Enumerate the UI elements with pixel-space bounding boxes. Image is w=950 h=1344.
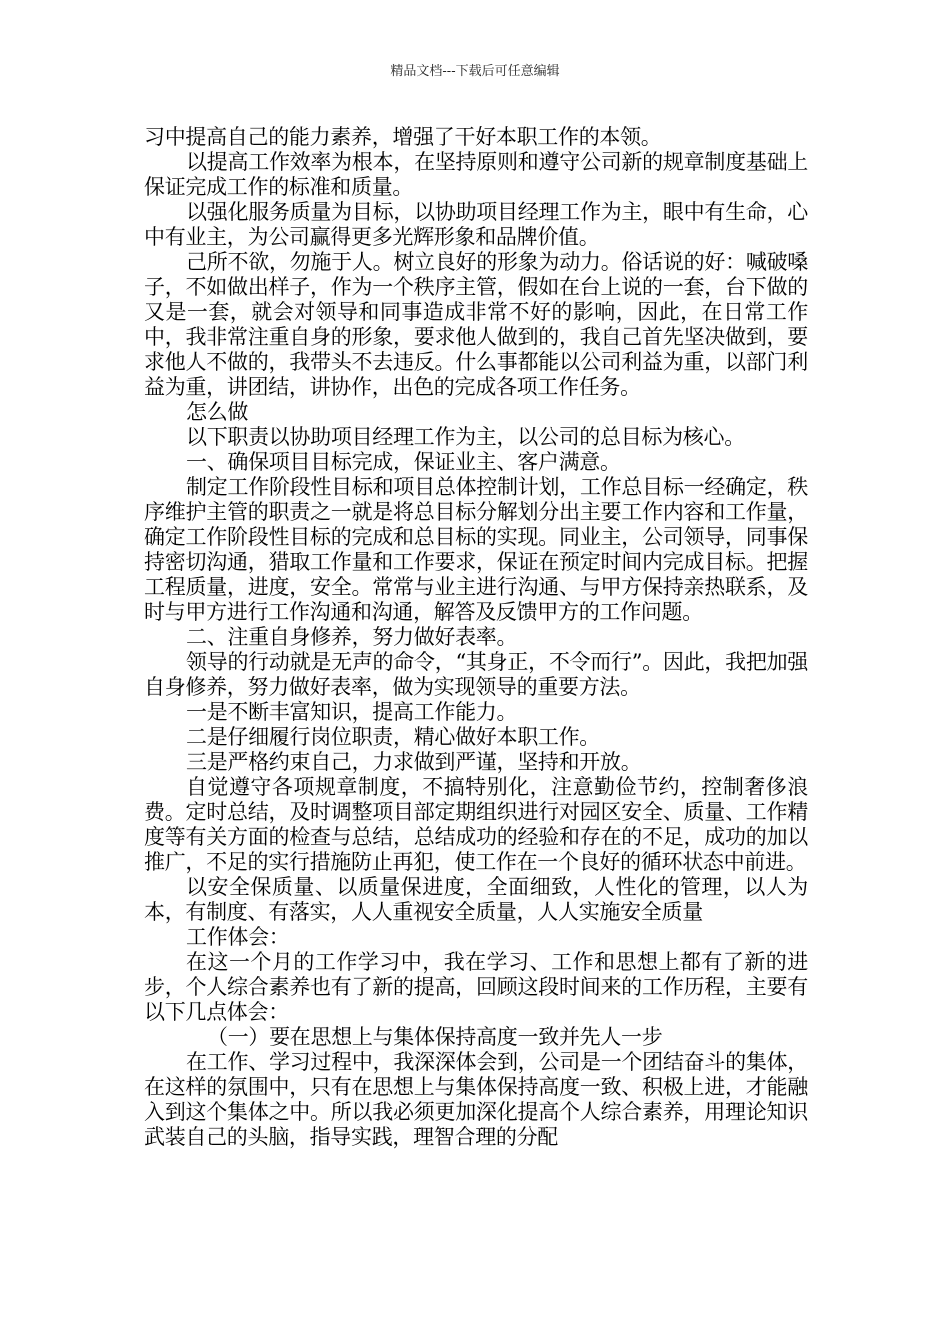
paragraph: 领导的行动就是无声的命令，“其身正，不令而行”。因此，我把加强自身修养，努力做好表率，做为实现领导的重要方法。 bbox=[144, 650, 808, 699]
paragraph-continuation: 习中提高自己的能力素养，增强了干好本职工作的本领。 bbox=[144, 125, 662, 149]
section-heading: 怎么做 bbox=[186, 400, 249, 424]
paragraph: 以强化服务质量为目标，以协助项目经理工作为主，眼中有生命，心中有业主，为公司赢得更多光辉形象和品牌价值。 bbox=[144, 200, 808, 249]
page-header: 精品文档---下载后可任意编辑 bbox=[390, 64, 560, 79]
section-heading: 一、确保项目目标完成，保证业主、客户满意。 bbox=[186, 450, 621, 474]
document-body bbox=[144, 125, 808, 1150]
paragraph: 在这一个月的工作学习中，我在学习、工作和思想上都有了新的进步，个人综合素养也有了新的提高，回顾这段时间来的工作历程，主要有以下几点体会： bbox=[144, 950, 808, 1024]
paragraph: 在工作、学习过程中，我深深体会到，公司是一个团结奋斗的集体，在这样的氛围中，只有在思想上与集体保持高度一致、积极上进，才能融入到这个集体之中。所以我必须更加深化提高个人综合素养，用理论知识武装自己的头脑，指导实践，理智合理的分配 bbox=[144, 1050, 808, 1149]
paragraph: 以提高工作效率为根本，在坚持原则和遵守公司新的规章制度基础上保证完成工作的标准和质量。 bbox=[144, 150, 808, 199]
paragraph: 己所不欲，勿施于人。树立良好的形象为动力。俗话说的好：喊破嗓子，不如做出样子，作为一个秩序主管，假如在台上说的一套，台下做的又是一套，就会对领导和同事造成非常不好的影响，因此，在日常工作中，我非常注重自身的形象，要求他人做到的，我自己首先坚决做到，要求他人不做的，我带头不去违反。什么事都能以公司利益为重，以部门利益为重，讲团结，讲协作，出色的完成各项工作任务。 bbox=[144, 250, 808, 399]
paragraph: 以安全保质量、以质量保进度，全面细致，人性化的管理，以人为本，有制度、有落实，人人重视安全质量，人人实施安全质量 bbox=[144, 875, 808, 924]
paragraph: 以下职责以协助项目经理工作为主，以公司的总目标为核心。 bbox=[186, 425, 745, 449]
subsection-heading: （一）要在思想上与集体保持高度一致并先人一步 bbox=[207, 1025, 663, 1049]
list-item: 三是严格约束自己，力求做到严谨，坚持和开放。 bbox=[186, 750, 642, 774]
section-heading: 二、注重自身修养，努力做好表率。 bbox=[186, 625, 518, 649]
paragraph: 自觉遵守各项规章制度，不搞特别化，注意勤俭节约，控制奢侈浪费。定时总结，及时调整项目部定期组织进行对园区安全、质量、工作精度等有关方面的检查与总结，总结成功的经验和存在的不足，成功的加以推广，不足的实行措施防止再犯，使工作在一个良好的循环状态中前进。 bbox=[144, 775, 808, 874]
list-item: 一是不断丰富知识，提高工作能力。 bbox=[186, 700, 518, 724]
paragraph: 制定工作阶段性目标和项目总体控制计划，工作总目标一经确定，秩序维护主管的职责之一就是将总目标分解划分出主要工作内容和工作量，确定工作阶段性目标的完成和总目标的实现。同业主，公司领导，同事保持密切沟通，猎取工作量和工作要求，保证在预定时间内完成目标。把握工程质量，进度，安全。常常与业主进行沟通、与甲方保持亲热联系，及时与甲方进行工作沟通和沟通，解答及反馈甲方的工作问题。 bbox=[144, 475, 808, 624]
section-heading: 工作体会： bbox=[186, 925, 290, 949]
list-item: 二是仔细履行岗位职责，精心做好本职工作。 bbox=[186, 725, 600, 749]
